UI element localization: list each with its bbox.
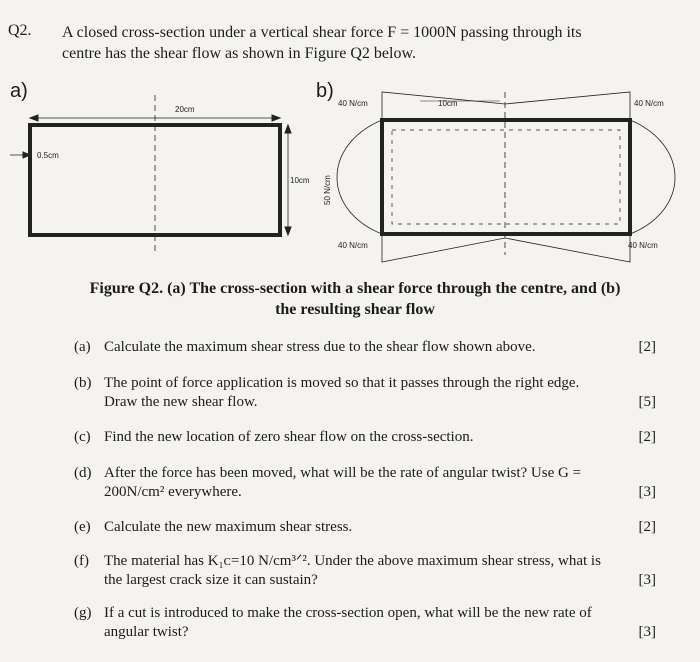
top-flow-diagram [382, 92, 630, 120]
left-flow-diagram [337, 120, 382, 234]
part-text-cont: Draw the new shear flow. [104, 394, 258, 410]
part-letter: (b) [74, 375, 92, 391]
part-text: Find the new location of zero shear flow on the cross-section. [104, 429, 474, 445]
figure-b-shear-flow [337, 92, 675, 262]
figure-b-width: 10cm [438, 99, 458, 108]
part-marks: [3] [638, 484, 656, 500]
part-marks: [3] [638, 624, 656, 640]
part-marks: [5] [638, 394, 656, 410]
part-text: After the force has been moved, what will be the rate of angular twist? Use G = [104, 465, 582, 481]
part-letter: (a) [74, 339, 91, 355]
part-text: If a cut is introduced to make the cross-section open, what will be the new rate of [104, 605, 592, 621]
intro-line-1: A closed cross-section under a vertical shear force F = 1000N passing through its [62, 24, 582, 41]
part-text: Calculate the maximum shear stress due to the shear flow shown above. [104, 339, 536, 355]
part-letter: (e) [74, 519, 91, 535]
part-text: Calculate the new maximum shear stress. [104, 519, 353, 535]
part-text-cont: the largest crack size it can sustain? [104, 572, 318, 588]
part-text: The point of force application is moved so that it passes through the right edge. [104, 375, 580, 391]
figure-a-label: a) [10, 80, 28, 102]
flow-top-left: 40 N/cm [338, 99, 368, 108]
flow-side: 50 N/cm [323, 175, 332, 205]
figure-a-width: 20cm [175, 105, 195, 114]
bottom-flow-diagram [382, 234, 630, 262]
part-marks: [3] [638, 572, 656, 588]
intro-line-2: centre has the shear flow as shown in Figure Q2 below. [62, 45, 416, 62]
flow-top-right: 40 N/cm [634, 99, 664, 108]
part-marks: [2] [638, 429, 656, 445]
figure-b-label: b) [316, 80, 334, 102]
figure-a-cross-section [10, 95, 291, 255]
flow-path [392, 130, 620, 224]
part-letter: (c) [74, 429, 91, 445]
figure-caption [60, 278, 650, 320]
figure-a-thickness: 0.5cm [37, 151, 59, 160]
part-letter: (f) [74, 553, 89, 569]
rectangle-section-b [382, 120, 630, 234]
caption-line-1: Figure Q2. (a) The cross-section with a shear force through the centre, and (b) [89, 280, 621, 297]
flow-bottom-left: 40 N/cm [338, 241, 368, 250]
caption-line-2: the resulting shear flow [275, 301, 435, 318]
flow-bottom-right: 40 N/cm [628, 241, 658, 250]
question-number: Q2. [8, 22, 32, 39]
part-text-cont: 200N/cm² everywhere. [104, 484, 242, 500]
part-text-cont: angular twist? [104, 624, 189, 640]
figure-a-height: 10cm [290, 176, 310, 185]
part-marks: [2] [638, 339, 656, 355]
part-letter: (g) [74, 605, 92, 621]
figure-q2-diagram [0, 0, 700, 270]
part-letter: (d) [74, 465, 92, 481]
right-flow-diagram [630, 120, 675, 234]
part-text: The material has K₁ᴄ=10 N/cm³ᐟ². Under the above maximum shear stress, what is [104, 553, 601, 569]
part-marks: [2] [638, 519, 656, 535]
